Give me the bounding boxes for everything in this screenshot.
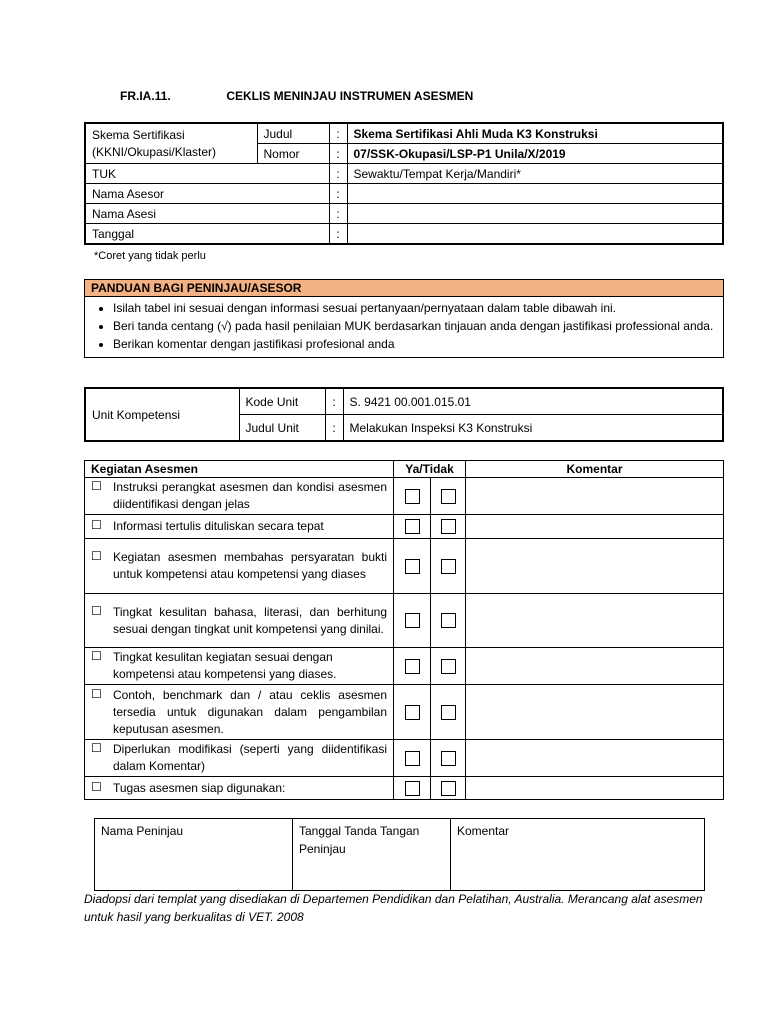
checkbox-bullet-icon: ☐ — [91, 479, 102, 493]
yes-checkbox[interactable] — [405, 659, 420, 674]
tanggal-ttd-label: Tanggal Tanda Tangan Peninjau — [299, 824, 420, 856]
form-code: FR.IA.11. — [120, 89, 171, 103]
no-checkbox[interactable] — [441, 613, 456, 628]
kode-unit-label: Kode Unit — [239, 388, 325, 415]
comment-cell[interactable] — [466, 594, 724, 648]
colon: : — [329, 204, 347, 224]
colon: : — [325, 415, 343, 442]
checkbox-bullet-icon: ☐ — [91, 649, 102, 663]
tanggal-value[interactable] — [347, 224, 723, 245]
no-checkbox[interactable] — [441, 781, 456, 796]
checklist-row — [85, 478, 724, 515]
checklist-item-text: Diperlukan modifikasi (seperti yang diidentifikasi dalam Komentar) — [113, 742, 387, 773]
komentar-label: Komentar — [457, 824, 510, 838]
no-checkbox[interactable] — [441, 705, 456, 720]
checklist-item-text: Tugas asesmen siap digunakan: — [113, 780, 286, 795]
guidance-title: PANDUAN BAGI PENINJAU/ASESOR — [85, 280, 724, 297]
skema-sub: (KKNI/Okupasi/Klaster) — [92, 144, 217, 159]
guidance-body — [85, 297, 724, 358]
checkbox-bullet-icon: ☐ — [91, 603, 102, 618]
checklist-item-text: Tingkat kesulitan bahasa, literasi, dan berhitung sesuai dengan tingkat unit kompetensi yang dinilai. — [113, 604, 387, 636]
nomor-value[interactable]: 07/SSK-Okupasi/LSP-P1 Unila/X/2019 — [347, 144, 723, 164]
yes-checkbox[interactable] — [405, 613, 420, 628]
asesor-label: Nama Asesor — [85, 184, 329, 204]
checklist-item-text: Kegiatan asesmen membahas persyaratan bukti untuk kompetensi atau kompetensi yang diases — [113, 550, 387, 581]
colon: : — [329, 184, 347, 204]
checklist-item-text: Tingkat kesulitan kegiatan sesuai dengan kompetensi atau kompetensi yang diases. — [113, 650, 337, 681]
asesi-value[interactable] — [347, 204, 723, 224]
checklist-item-text: Contoh, benchmark dan / atau ceklis asesmen tersedia untuk digunakan dalam pengambilan keputusan asesmen. — [113, 687, 387, 736]
checkbox-bullet-icon: ☐ — [91, 686, 102, 701]
no-checkbox[interactable] — [441, 519, 456, 534]
comment-cell[interactable] — [466, 777, 724, 800]
skema-cell — [85, 123, 257, 164]
judul-value[interactable]: Skema Sertifikasi Ahli Muda K3 Konstruksi — [347, 123, 723, 144]
checklist-row — [85, 685, 724, 740]
skema-label: Skema Sertifikasi — [92, 127, 185, 142]
col-yes-no-header: Ya/Tidak — [394, 461, 466, 478]
tuk-value[interactable]: Sewaktu/Tempat Kerja/Mandiri* — [347, 164, 723, 184]
judul-unit-label: Judul Unit — [239, 415, 325, 442]
unit-label: Unit Kompetensi — [85, 388, 239, 441]
checklist-row — [85, 777, 724, 800]
comment-cell[interactable] — [466, 740, 724, 777]
checklist-item-text: Instruksi perangkat asesmen dan kondisi asesmen diidentifikasi dengan jelas — [113, 480, 387, 511]
yes-checkbox[interactable] — [405, 519, 420, 534]
checklist-row — [85, 740, 724, 777]
guidance-item: • Berikan komentar dengan jastifikasi profesional anda — [113, 335, 717, 353]
yes-checkbox[interactable] — [405, 781, 420, 796]
yes-checkbox[interactable] — [405, 489, 420, 504]
guidance-item: • Isilah tabel ini sesuai dengan informasi sesuai pertanyaan/pernyataan dalam table dibawah ini. — [113, 299, 717, 317]
col-activity-header: Kegiatan Asesmen — [85, 461, 394, 478]
comment-cell[interactable] — [466, 685, 724, 740]
colon: : — [329, 224, 347, 245]
checklist-row — [85, 539, 724, 594]
comment-cell[interactable] — [466, 648, 724, 685]
yes-checkbox[interactable] — [405, 705, 420, 720]
kode-unit-value[interactable]: S. 9421 00.001.015.01 — [343, 388, 723, 415]
no-checkbox[interactable] — [441, 751, 456, 766]
col-comment-header: Komentar — [466, 461, 724, 478]
unit-table — [84, 387, 724, 442]
comment-cell[interactable] — [466, 515, 724, 539]
checklist-item-text: Informasi tertulis dituliskan secara tepat — [113, 519, 324, 533]
checklist-row — [85, 594, 724, 648]
comment-cell[interactable] — [466, 539, 724, 594]
tanggal-label: Tanggal — [85, 224, 329, 245]
guidance-table — [84, 279, 724, 358]
no-checkbox[interactable] — [441, 489, 456, 504]
checkbox-bullet-icon: ☐ — [91, 779, 102, 794]
colon: : — [329, 164, 347, 184]
checkbox-bullet-icon: ☐ — [91, 741, 102, 755]
checklist-table — [84, 460, 724, 800]
judul-unit-value[interactable]: Melakukan Inspeksi K3 Konstruksi — [343, 415, 723, 442]
asesor-value[interactable] — [347, 184, 723, 204]
colon: : — [329, 144, 347, 164]
judul-label: Judul — [257, 123, 329, 144]
guidance-item: • Beri tanda centang (√) pada hasil penilaian MUK berdasarkan tinjauan anda dengan jastifikasi professional anda. — [113, 317, 717, 335]
form-title-row — [120, 89, 473, 103]
yes-checkbox[interactable] — [405, 751, 420, 766]
yes-checkbox[interactable] — [405, 559, 420, 574]
review-table — [94, 818, 705, 891]
tuk-label: TUK — [85, 164, 329, 184]
no-checkbox[interactable] — [441, 659, 456, 674]
nama-peninjau-cell[interactable] — [95, 819, 293, 891]
checkbox-bullet-icon: ☐ — [91, 518, 102, 532]
no-checkbox[interactable] — [441, 559, 456, 574]
nomor-label: Nomor — [257, 144, 329, 164]
komentar-cell[interactable] — [451, 819, 705, 891]
adapted-note: Diadopsi dari templat yang disediakan di Departemen Pendidikan dan Pelatihan, Australia. Merancang alat asesmen untuk hasil yang berkualitas di VET. 2008 — [84, 892, 703, 924]
footnote: *Coret yang tidak perlu — [94, 250, 206, 262]
colon: : — [325, 388, 343, 415]
tanggal-ttd-cell[interactable] — [293, 819, 451, 891]
nama-peninjau-label: Nama Peninjau — [101, 824, 184, 838]
colon: : — [329, 123, 347, 144]
form-title: CEKLIS MENINJAU INSTRUMEN ASESMEN — [226, 89, 474, 103]
checklist-row — [85, 648, 724, 685]
guidance-list — [91, 299, 717, 353]
checklist-row — [85, 515, 724, 539]
asesi-label: Nama Asesi — [85, 204, 329, 224]
checkbox-bullet-icon: ☐ — [91, 549, 102, 563]
header-table — [84, 122, 724, 245]
comment-cell[interactable] — [466, 478, 724, 515]
